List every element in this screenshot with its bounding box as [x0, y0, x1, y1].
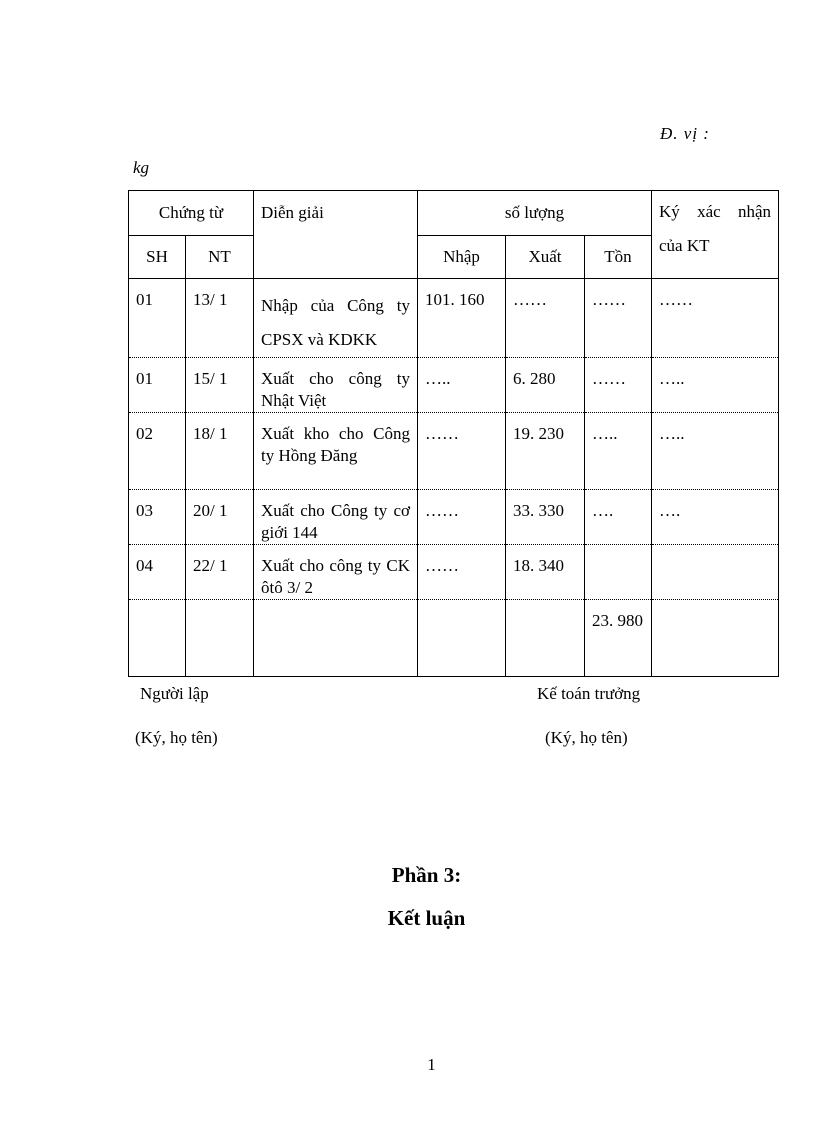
- cell-desc: Xuất kho cho Công ty Hồng Đăng: [254, 413, 418, 490]
- cell-sh: 03: [129, 490, 186, 545]
- cell-ton: …..: [585, 413, 652, 490]
- header-ky-xac-nhan: Ký xác nhận của KT: [652, 191, 779, 279]
- header-nt: NT: [186, 236, 254, 279]
- table-row: [129, 279, 779, 358]
- inventory-ledger-table: [128, 190, 779, 677]
- section-title: Kết luận: [387, 906, 466, 930]
- cell-xuat: 6. 280: [506, 358, 585, 413]
- cell-xuat: ……: [506, 279, 585, 358]
- cell-nt: 13/ 1: [186, 279, 254, 358]
- cell-xuat: 19. 230: [506, 413, 585, 490]
- chief-accountant-note: (Ký, họ tên): [545, 728, 628, 747]
- header-dien-giai: Diễn giải: [254, 191, 418, 279]
- table-row: [129, 413, 779, 490]
- preparer-title: Người lập: [140, 684, 209, 703]
- chief-accountant-title: Kế toán trưởng: [537, 684, 641, 703]
- header-chung-tu: Chứng từ: [129, 191, 254, 236]
- cell-sh: 01: [129, 358, 186, 413]
- header-nhap: Nhập: [418, 236, 506, 279]
- page-number: 1: [427, 1055, 436, 1074]
- cell-desc: Nhập của Công ty CPSX và KDKK: [254, 279, 418, 358]
- table-row: [129, 545, 779, 600]
- cell-sh: 01: [129, 279, 186, 358]
- unit-label: Đ. vị :: [660, 124, 710, 143]
- cell-desc: Xuất cho Công ty cơ giới 144: [254, 490, 418, 545]
- cell-nhap: [418, 600, 506, 677]
- cell-nt: 15/ 1: [186, 358, 254, 413]
- cell-desc: [254, 600, 418, 677]
- cell-ton: ……: [585, 279, 652, 358]
- preparer-note: (Ký, họ tên): [135, 728, 218, 747]
- cell-xuat: [506, 600, 585, 677]
- unit-value: kg: [133, 158, 150, 177]
- cell-ton: [585, 545, 652, 600]
- cell-ky: …..: [652, 413, 779, 490]
- cell-xuat: 18. 340: [506, 545, 585, 600]
- cell-nhap: …..: [418, 358, 506, 413]
- cell-nhap: 101. 160: [418, 279, 506, 358]
- cell-nt: 20/ 1: [186, 490, 254, 545]
- cell-nhap: ……: [418, 490, 506, 545]
- cell-desc: Xuất cho công ty CK ôtô 3/ 2: [254, 545, 418, 600]
- header-ton: Tồn: [585, 236, 652, 279]
- cell-sh: [129, 600, 186, 677]
- cell-nt: 22/ 1: [186, 545, 254, 600]
- cell-ton: 23. 980: [585, 600, 652, 677]
- table-row: [129, 358, 779, 413]
- cell-xuat: 33. 330: [506, 490, 585, 545]
- cell-ky: [652, 600, 779, 677]
- cell-nt: [186, 600, 254, 677]
- cell-ky: …..: [652, 358, 779, 413]
- cell-ky: [652, 545, 779, 600]
- header-xuat: Xuất: [506, 236, 585, 279]
- cell-desc: Xuất cho công ty Nhật Việt: [254, 358, 418, 413]
- cell-nt: 18/ 1: [186, 413, 254, 490]
- table-header-row: [129, 191, 779, 236]
- table-row: [129, 600, 779, 677]
- cell-nhap: ……: [418, 545, 506, 600]
- cell-ky: ….: [652, 490, 779, 545]
- cell-ton: ……: [585, 358, 652, 413]
- cell-sh: 04: [129, 545, 186, 600]
- cell-sh: 02: [129, 413, 186, 490]
- cell-ton: ….: [585, 490, 652, 545]
- cell-nhap: ……: [418, 413, 506, 490]
- section-part: Phần 3:: [391, 863, 462, 887]
- cell-ky: ……: [652, 279, 779, 358]
- table-row: [129, 490, 779, 545]
- header-so-luong: số lượng: [418, 191, 652, 236]
- header-sh: SH: [129, 236, 186, 279]
